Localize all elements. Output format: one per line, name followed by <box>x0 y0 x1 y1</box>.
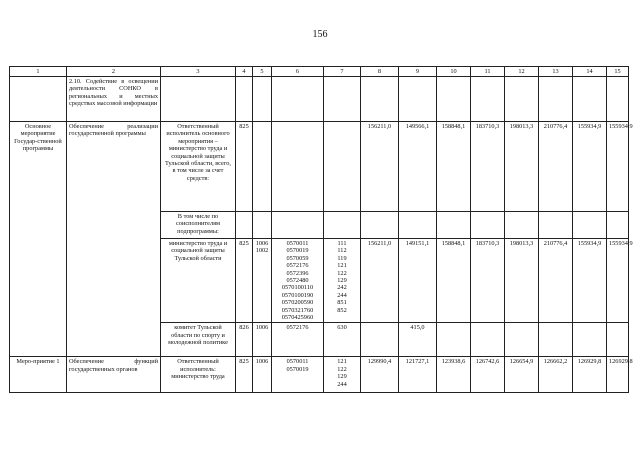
col-header-13: 13 <box>539 67 573 77</box>
cell-value: 183710,3 <box>471 122 505 212</box>
cell-value: 123938,6 <box>437 357 471 393</box>
col-header-6: 6 <box>272 67 324 77</box>
col-header-8: 8 <box>361 67 399 77</box>
col-header-9: 9 <box>399 67 437 77</box>
col-header-4: 4 <box>236 67 253 77</box>
col-header-10: 10 <box>437 67 471 77</box>
cell-expense-type: 630 <box>324 323 361 357</box>
cell-value: 155934,9 <box>573 239 607 323</box>
cell-value: 210776,4 <box>539 239 573 323</box>
cell-value: 126654,9 <box>505 357 539 393</box>
budget-table <box>9 66 633 393</box>
cell-section: 1006 <box>253 323 272 357</box>
cell-value: 126662,2 <box>539 357 573 393</box>
cell-sport-committee: комитет Тульской области по спорту и молодежной политике <box>161 323 236 357</box>
table-row-measure-1 <box>10 357 629 393</box>
cell-ministry: министерство труда и социальной защиты Тульской области <box>161 239 236 323</box>
cell-value: 210776,4 <box>539 122 573 212</box>
cell-value: 415,0 <box>399 323 437 357</box>
cell-value: 158848,1 <box>437 239 471 323</box>
cell-expense-types: 111 112 119 121 122 129 242 244 851 852 <box>324 239 361 323</box>
cell-target-codes: 0570011 0570019 0570059 0572176 0572396 0572480 0570100110 0570100190 0570200590 0570321760 0570425960 <box>272 239 324 323</box>
cell-value: 155934,9 <box>607 239 629 323</box>
cell-value: 126742,6 <box>471 357 505 393</box>
cell-value: 155934,9 <box>573 122 607 212</box>
col-header-7: 7 <box>324 67 361 77</box>
cell-value: 198013,3 <box>505 239 539 323</box>
col-header-1: 1 <box>10 67 67 77</box>
cell-value: 156211,0 <box>361 239 399 323</box>
cell-main-program-label: Основное мероприятие Государ-ственной программы <box>10 122 67 357</box>
cell-code: 826 <box>236 323 253 357</box>
cell-subprograms-label: В том числе по соисполнителям подпрограммы: <box>161 212 236 239</box>
cell-value: 121727,1 <box>399 357 437 393</box>
cell-executor: Ответственный исполнитель: министерство труда <box>161 357 236 393</box>
cell-target-code: 0572176 <box>272 323 324 357</box>
cell-section: 1006 1002 <box>253 239 272 323</box>
cell-value: 149151,1 <box>399 239 437 323</box>
cell-code: 825 <box>236 357 253 393</box>
cell-code: 825 <box>236 122 253 212</box>
cell-expense-types: 121 122 129 244 <box>324 357 361 393</box>
cell-value: 198013,3 <box>505 122 539 212</box>
cell-section: 1006 <box>253 357 272 393</box>
cell-value: 155934,9 <box>607 122 629 212</box>
cell-executor: Ответственный исполнитель основного мероприятия – министерство труда и социальной защиты Тульской области, всего, в том числе за счет средств: <box>161 122 236 212</box>
cell-measure-label: Меро-приятие 1 <box>10 357 67 393</box>
col-header-5: 5 <box>253 67 272 77</box>
table-row-2-10 <box>10 77 629 122</box>
cell-main-program-name: Обеспечение реализации государственной программы <box>67 122 161 357</box>
column-number-row <box>10 67 629 77</box>
col-header-2: 2 <box>67 67 161 77</box>
cell-value: 183710,3 <box>471 239 505 323</box>
cell-activity-2-10: 2.10. Содействие в освещении деятельности СОНКО в региональных и местных средствах массовой информации <box>67 77 161 122</box>
cell-empty <box>10 77 67 122</box>
col-header-11: 11 <box>471 67 505 77</box>
cell-measure-name: Обеспечение функций государственных органов <box>67 357 161 393</box>
cell-value: 126929,8 <box>573 357 607 393</box>
cell-value: 129990,4 <box>361 357 399 393</box>
col-header-15: 15 <box>607 67 629 77</box>
cell-value: 126929,8 <box>607 357 629 393</box>
cell-value: 149566,1 <box>399 122 437 212</box>
cell-value: 158848,1 <box>437 122 471 212</box>
col-header-12: 12 <box>505 67 539 77</box>
col-header-3: 3 <box>161 67 236 77</box>
cell-code: 825 <box>236 239 253 323</box>
page-number: 156 <box>312 29 328 40</box>
cell-value: 156211,0 <box>361 122 399 212</box>
table-row-main-program <box>10 122 629 212</box>
cell-target-codes: 0570011 0570019 <box>272 357 324 393</box>
col-header-14: 14 <box>573 67 607 77</box>
